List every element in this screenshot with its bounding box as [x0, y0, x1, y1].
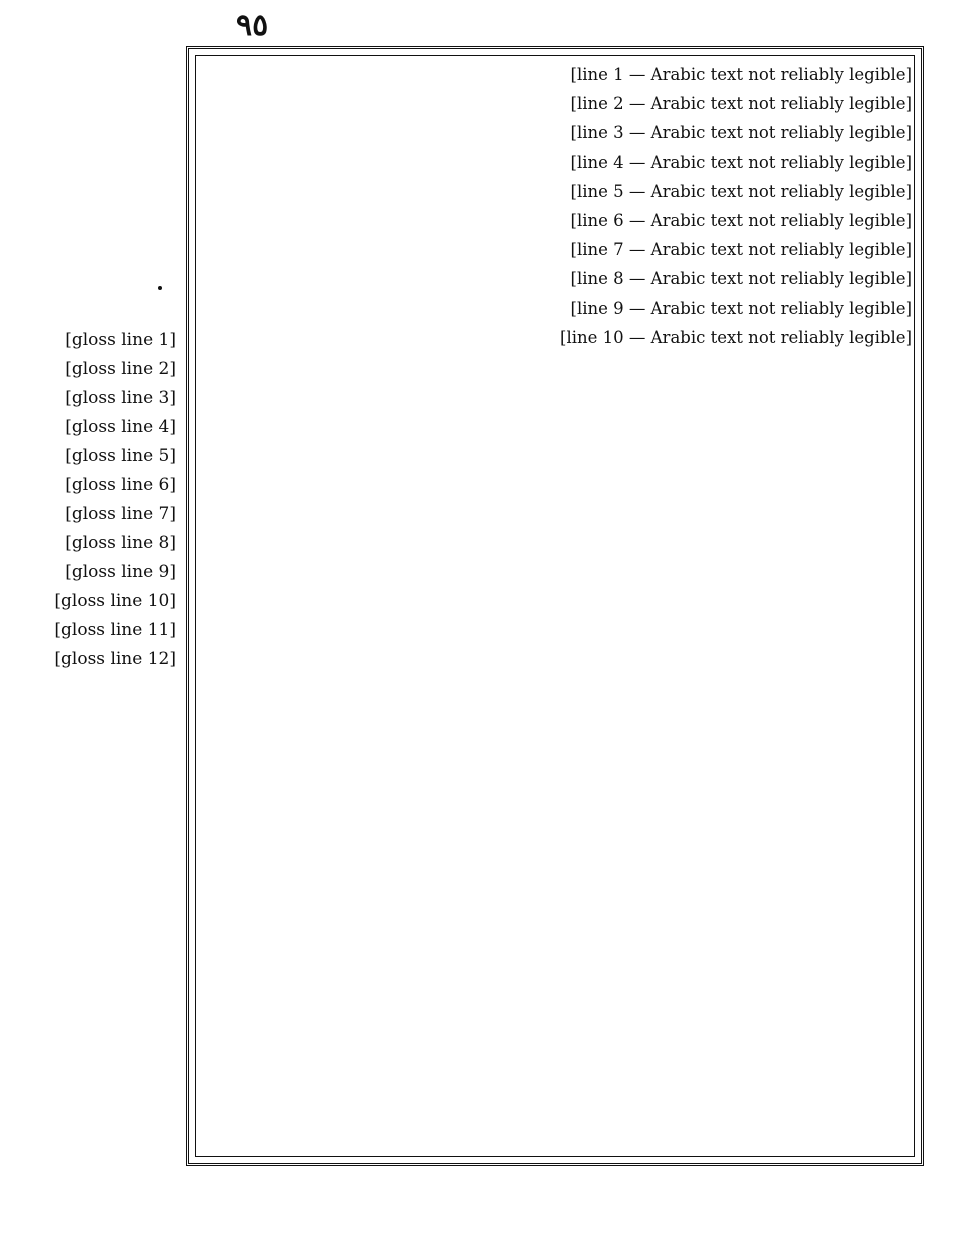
margin-gloss-line: [gloss line 10]: [54, 591, 176, 611]
main-text-line: [line 7 — Arabic text not reliably legible]: [570, 240, 912, 260]
margin-gloss-line: [gloss line 1]: [65, 330, 176, 350]
main-text-line: [line 3 — Arabic text not reliably legible]: [570, 123, 912, 143]
main-text-line: [line 2 — Arabic text not reliably legible]: [570, 94, 912, 114]
margin-gloss-line: [gloss line 9]: [65, 562, 176, 582]
margin-gloss-line: [gloss line 3]: [65, 388, 176, 408]
margin-dot-mark: [158, 286, 162, 290]
main-text-column: [198, 60, 912, 1160]
margin-gloss-line: [gloss line 8]: [65, 533, 176, 553]
margin-gloss-line: [gloss line 2]: [65, 359, 176, 379]
main-text-line: [line 9 — Arabic text not reliably legible]: [570, 298, 912, 318]
main-text-line: [line 8 — Arabic text not reliably legible]: [570, 269, 912, 289]
main-text-line: [line 10 — Arabic text not reliably legible]: [560, 327, 912, 347]
margin-gloss-line: [gloss line 5]: [65, 446, 176, 466]
margin-gloss-line: [gloss line 12]: [54, 649, 176, 669]
main-text-line: [line 1 — Arabic text not reliably legible]: [570, 65, 912, 84]
main-text-line: [line 5 — Arabic text not reliably legible]: [570, 181, 912, 201]
margin-gloss-line: [gloss line 7]: [65, 504, 176, 524]
margin-gloss: [22, 326, 176, 674]
margin-gloss-line: [gloss line 11]: [54, 620, 176, 640]
main-text-line: [line 4 — Arabic text not reliably legible]: [570, 152, 912, 172]
page-number: ٩٥: [236, 8, 269, 43]
margin-gloss-line: [gloss line 6]: [65, 475, 176, 495]
margin-gloss-line: [gloss line 4]: [65, 417, 176, 437]
main-text-line: [line 6 — Arabic text not reliably legible]: [570, 211, 912, 231]
